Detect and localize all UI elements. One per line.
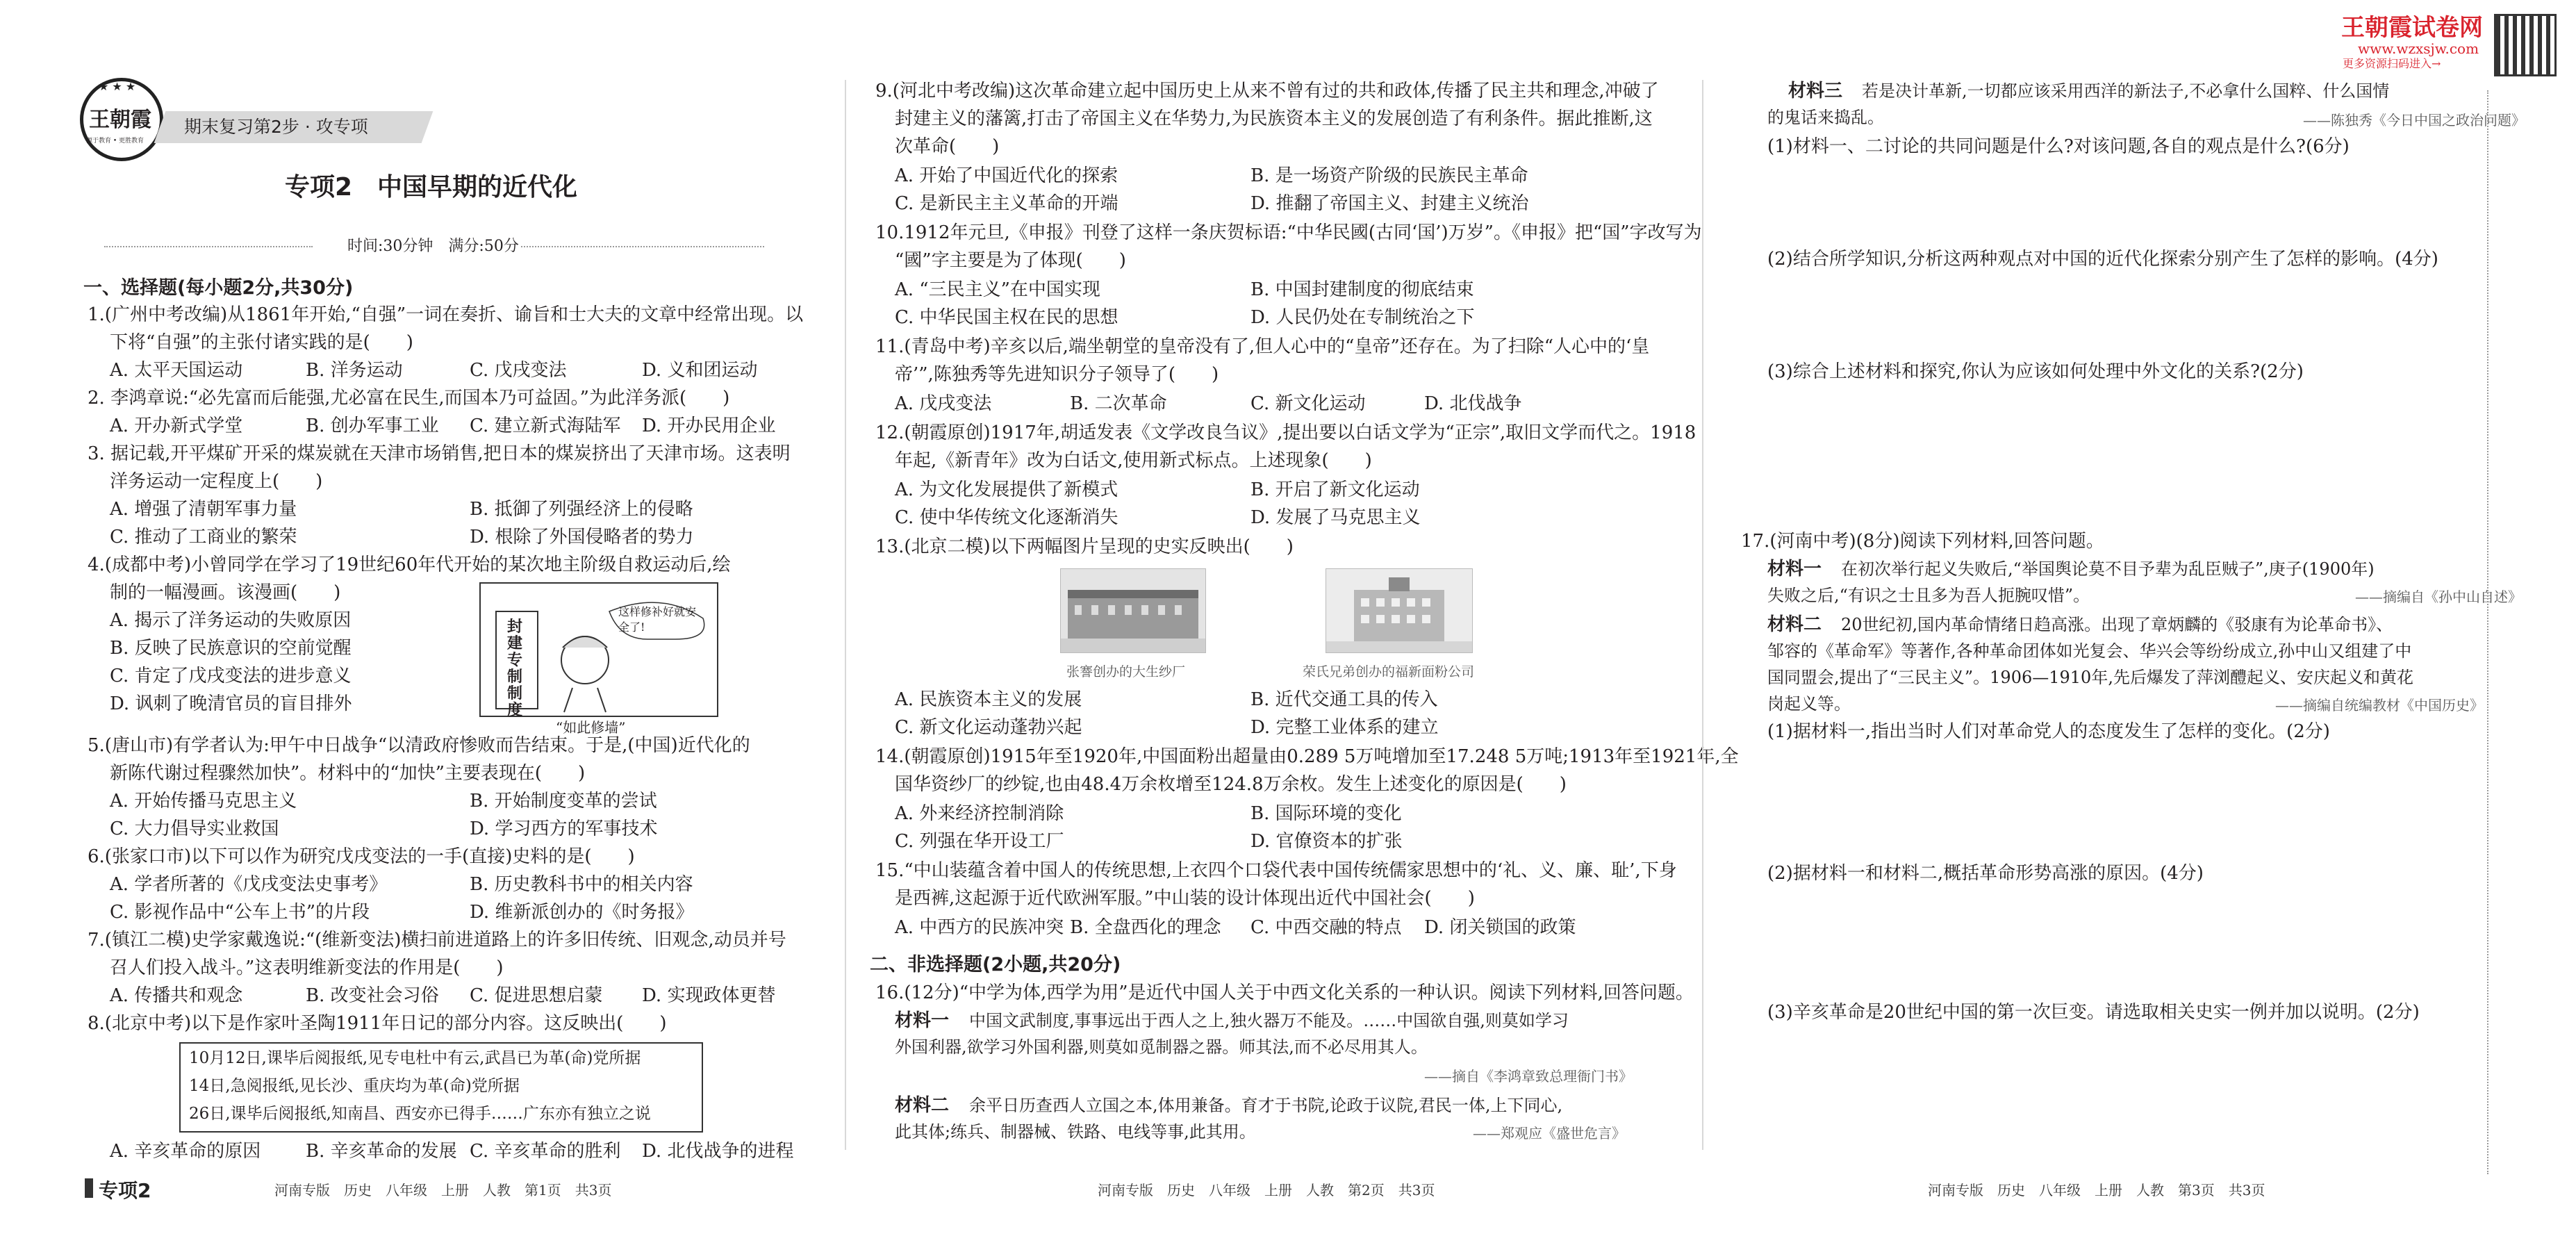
q17-material1-source: ——摘编自《孙中山自述》 [2355, 588, 2522, 605]
q8-option-b[interactable]: B. 辛亥革命的发展 [306, 1141, 457, 1162]
q2-option-c[interactable]: C. 建立新式海陆军 [470, 415, 621, 436]
meta-rule-right [521, 246, 764, 247]
q6-option-c[interactable]: C. 影视作品中“公车上书”的片段 [110, 902, 370, 923]
q15-line1: 15.“中山装蕴含着中国人的传统思想,上衣四个口袋代表中国传统儒家思想中的‘礼、义、廉、耻’,下身 [875, 860, 1677, 881]
q12-line1: 12.(朝霞原创)1917年,胡适发表《文学改良刍议》,提出要以白话文学为“正宗”,取旧文学而代之。1918 [875, 422, 1696, 443]
q16-material3-line2: 的鬼话来捣乱。 [1767, 108, 1884, 127]
q8-line1: 8.(北京中考)以下是作家叶圣陶1911年日记的部分内容。这反映出( ) [88, 1013, 667, 1034]
q15-option-d[interactable]: D. 闭关锁国的政策 [1424, 917, 1576, 938]
q17-sub3: (3)辛亥革命是20世纪中国的第一次巨变。请选取相关史实一例并加以说明。(2分) [1767, 1002, 2420, 1023]
q9-option-c[interactable]: C. 是新民主主义革命的开端 [895, 193, 1118, 214]
q5-line2: 新陈代谢过程骤然加快”。材料中的“加快”主要表现在( ) [110, 763, 586, 784]
brand-site-name: 王朝霞试卷网 [2341, 14, 2483, 42]
q12-line2: 年起,《新青年》改为白话文,使用新式标点。上述现象( ) [895, 450, 1372, 471]
q16-material2-label: 材料二 [895, 1095, 950, 1116]
q5-option-d[interactable]: D. 学习西方的军事技术 [470, 818, 658, 839]
q16-sub1: (1)材料一、二讨论的共同问题是什么?对该问题,各自的观点是什么?(6分) [1767, 136, 2350, 157]
q7-option-b[interactable]: B. 改变社会习俗 [306, 985, 439, 1006]
q17-material2-label: 材料二 [1767, 614, 1822, 635]
logo-text: 王朝霞 [89, 108, 151, 132]
q14-line1: 14.(朝霞原创)1915年至1920年,中国面粉出超量由0.289 5万吨增加至17.248 5万吨;1913年至1921年,全 [875, 746, 1739, 767]
q1-option-d[interactable]: D. 义和团运动 [642, 360, 758, 381]
q17-material2-line4: 岗起义等。 [1767, 694, 1851, 714]
q2-option-a[interactable]: A. 开办新式学堂 [110, 415, 243, 436]
q7-line1: 7.(镇江二模)史学家戴逸说:“(维新变法)横扫前进道路上的许多旧传统、旧观念,动员并号 [88, 930, 786, 950]
q17-material2-line1: 20世纪初,国内革命情绪日趋高涨。出现了章炳麟的《驳康有为论革命书》、 [1841, 615, 2393, 634]
q16-material2-line2: 此其体;练兵、制器械、铁路、电线等事,此其用。 [895, 1122, 1256, 1142]
q3-option-b[interactable]: B. 抵御了列强经济上的侵略 [470, 499, 693, 520]
q17-material1-label: 材料一 [1767, 559, 1822, 579]
q10-option-c[interactable]: C. 中华民国主权在民的思想 [895, 307, 1118, 328]
q16-material1-line1: 中国文武制度,事事远出于西人之上,独火器万不能及。……中国欲自强,则莫如学习 [969, 1011, 1569, 1030]
footer-page3: 河南专版 历史 八年级 上册 人教 第3页 共3页 [1928, 1182, 2265, 1199]
logo-stars: ★ ★ ★ [99, 80, 136, 93]
binding-line [2487, 90, 2488, 1174]
q16-material3-label: 材料三 [1788, 81, 1843, 101]
q10-option-a[interactable]: A. “三民主义”在中国实现 [895, 279, 1100, 300]
footer-tag: 专项2 [99, 1179, 151, 1202]
q8-option-a[interactable]: A. 辛亥革命的原因 [110, 1141, 261, 1162]
q13-line1: 13.(北京二模)以下两幅图片呈现的史实反映出( ) [875, 536, 1294, 557]
q12-option-a[interactable]: A. 为文化发展提供了新模式 [895, 479, 1118, 500]
q16-material2-line1: 余平日历查西人立国之本,体用兼备。育才于书院,论政于议院,君民一体,上下同心, [969, 1096, 1563, 1115]
time-score: 时间:30分钟 满分:50分 [347, 238, 519, 255]
footer-tag-bar [85, 1178, 93, 1198]
cartoon-speech-bubble: 这样修补好就安全了! [618, 605, 697, 634]
q16-material1-line2: 外国利器,欲学习外国利器,则莫如觅制器之器。师其法,而不必尽用其人。 [895, 1037, 1428, 1057]
q2-option-b[interactable]: B. 创办军事工业 [306, 415, 439, 436]
q9-option-a[interactable]: A. 开始了中国近代化的探索 [895, 165, 1118, 186]
q7-option-d[interactable]: D. 实现政体更替 [642, 985, 776, 1006]
q11-line2: 帝’”,陈独秀等先进知识分子领导了( ) [895, 364, 1219, 385]
q4-line2: 制的一幅漫画。该漫画( ) [110, 582, 341, 603]
cartoon-board-label: 封建专制制度 [507, 618, 523, 719]
q6-option-d[interactable]: D. 维新派创办的《时务报》 [470, 902, 694, 923]
footer-page1: 河南专版 历史 八年级 上册 人教 第1页 共3页 [274, 1182, 612, 1199]
q10-line1: 10.1912年元旦,《申报》刊登了这样一条庆贺标语:“中华民國(古同‘国’)万岁”。《申报》把“国”字改写为 [875, 222, 1702, 243]
q9-line1: 9.(河北中考改编)这次革命建立起中国历史上从来不曾有过的共和政体,传播了民主共和理念,冲破了 [875, 81, 1659, 101]
q3-option-c[interactable]: C. 推动了工商业的繁荣 [110, 527, 297, 548]
q13-caption-2: 荣氏兄弟创办的福新面粉公司 [1303, 664, 1475, 680]
footer-page2: 河南专版 历史 八年级 上册 人教 第2页 共3页 [1098, 1182, 1435, 1199]
q5-option-a[interactable]: A. 开始传播马克思主义 [110, 791, 297, 812]
q17-material1-line2: 失败之后,“有识之士且多为吾人扼腕叹惜”。 [1767, 586, 2090, 605]
q10-line2: “國”字主要是为了体现( ) [895, 250, 1126, 271]
q17-sub2: (2)据材料一和材料二,概括革命形势高涨的原因。(4分) [1767, 863, 2204, 884]
q16-material3-line1: 若是决计革新,一切都应该采用西洋的新法子,不必拿什么国粹、什么国情 [1862, 81, 2390, 101]
step-banner-text: 期末复习第2步 · 攻专项 [184, 117, 368, 137]
page-column-3 [1716, 0, 2576, 1243]
q14-option-a[interactable]: A. 外来经济控制消除 [895, 803, 1064, 824]
q4-cartoon [479, 582, 718, 717]
qr-code[interactable] [2494, 14, 2557, 76]
q9-line2: 封建主义的藩篱,打击了帝国主义在华势力,为民族资本主义的发展创造了有利条件。据此推断,这 [895, 108, 1653, 129]
column-divider-2 [1702, 80, 1703, 1150]
q13-option-c[interactable]: C. 新文化运动蓬勃兴起 [895, 717, 1082, 738]
q6-line1: 6.(张家口市)以下可以作为研究戊戌变法的一手(直接)史料的是( ) [88, 846, 635, 867]
q8-diary-line1: 10月12日,课毕后阅报纸,见专电杜中有云,武昌已为革(命)党所据 [189, 1049, 641, 1067]
q13-option-d[interactable]: D. 完整工业体系的建立 [1250, 717, 1439, 738]
q5-option-b[interactable]: B. 开始制度变革的尝试 [470, 791, 657, 812]
q9-option-d[interactable]: D. 推翻了帝国主义、封建主义统治 [1250, 193, 1529, 214]
page-column-1 [0, 0, 834, 1243]
brand-url: www.wzxsjw.com [2358, 40, 2479, 57]
q16-sub3: (3)综合上述材料和探究,你认为应该如何处理中外文化的关系?(2分) [1767, 361, 2304, 382]
q2-option-d[interactable]: D. 开办民用企业 [642, 415, 776, 436]
q5-line1: 5.(唐山市)有学者认为:甲午中日战争“以清政府惨败而告结束。于是,(中国)近代化的 [88, 735, 750, 756]
q4-option-a[interactable]: A. 揭示了洋务运动的失败原因 [110, 610, 352, 631]
q16-material3-source: ——陈独秀《今日中国之政治问题》 [2303, 112, 2525, 129]
q1-option-b[interactable]: B. 洋务运动 [306, 360, 403, 381]
q13-option-b[interactable]: B. 近代交通工具的传入 [1250, 689, 1438, 710]
q17-material2-line2: 邹容的《革命军》等著作,各种革命团体如光复会、华兴会等纷纷成立,孙中山又组建了中 [1767, 641, 2412, 661]
q13-photo-factory [1060, 568, 1206, 653]
q3-option-a[interactable]: A. 增强了清朝军事力量 [110, 499, 297, 520]
q16-material1-source: ——摘自《李鸿章致总理衙门书》 [1424, 1068, 1633, 1085]
q4-option-c[interactable]: C. 肯定了戊戌变法的进步意义 [110, 666, 352, 686]
logo-badge [80, 78, 163, 161]
q14-option-d[interactable]: D. 官僚资本的扩张 [1250, 831, 1403, 852]
q1-line1: 1.(广州中考改编)从1861年开始,“自强”一词在奏折、谕旨和士大夫的文章中经常出现。以 [88, 304, 804, 325]
q3-line2: 洋务运动一定程度上( ) [110, 471, 323, 492]
q7-line2: 召人们投入战斗。”这表明维新变法的作用是( ) [110, 957, 504, 978]
q15-option-b[interactable]: B. 全盘西化的理念 [1070, 917, 1221, 938]
cartoon-caption: “如此修墙” [556, 719, 626, 736]
section1-heading: 一、选择题(每小题2分,共30分) [83, 277, 354, 299]
q8-option-d[interactable]: D. 北伐战争的进程 [642, 1141, 794, 1162]
q1-option-a[interactable]: A. 太平天国运动 [110, 360, 243, 381]
q10-option-d[interactable]: D. 人民仍处在专制统治之下 [1250, 307, 1475, 328]
q8-option-c[interactable]: C. 辛亥革命的胜利 [470, 1141, 621, 1162]
q11-option-b[interactable]: B. 二次革命 [1070, 393, 1167, 414]
q2-line1: 2. 李鸿章说:“必先富而后能强,尤必富在民生,而国本乃可益固。”为此洋务派( ) [88, 388, 730, 409]
q9-line3: 次革命( ) [895, 136, 1000, 157]
q16-sub2: (2)结合所学知识,分析这两种观点对中国的近代化探索分别产生了怎样的影响。(4分) [1767, 249, 2438, 270]
q11-line1: 11.(青岛中考)辛亥以后,端坐朝堂的皇帝没有了,但人心中的“皇帝”还存在。为了扫除“人心中的‘皇 [875, 336, 1650, 357]
column-divider-1 [845, 80, 846, 1150]
q8-diary-line3: 26日,课毕后阅报纸,知南昌、西安亦已得手……广东亦有独立之说 [189, 1105, 651, 1123]
q17-material1-line1: 在初次举行起义失败后,“举国舆论莫不目予辈为乱臣贼子”,庚子(1900年) [1841, 559, 2375, 579]
page-title: 专项2 中国早期的近代化 [285, 173, 578, 201]
q14-option-c[interactable]: C. 列强在华开设工厂 [895, 831, 1064, 852]
meta-rule-left [104, 246, 313, 247]
q11-option-c[interactable]: C. 新文化运动 [1250, 393, 1366, 414]
mill-building-icon [1326, 569, 1472, 652]
q4-option-b[interactable]: B. 反映了民族意识的空前觉醒 [110, 638, 352, 659]
q13-caption-1: 张謇创办的大生纱厂 [1066, 664, 1186, 680]
q11-option-d[interactable]: D. 北伐战争 [1424, 393, 1522, 414]
q15-option-a[interactable]: A. 中西方的民族冲突 [895, 917, 1064, 938]
page-column-2 [854, 0, 1739, 1243]
q11-option-a[interactable]: A. 戊戌变法 [895, 393, 992, 414]
q12-option-c[interactable]: C. 使中华传统文化逐渐消失 [895, 507, 1118, 528]
q14-line2: 国华资纱厂的纱锭,也由48.4万余枚增至124.8万余枚。发生上述变化的原因是( ) [895, 774, 1567, 795]
q3-line1: 3. 据记载,开平煤矿开采的煤炭就在天津市场销售,把日本的煤炭挤出了天津市场。这表明 [88, 443, 791, 464]
q5-option-c[interactable]: C. 大力倡导实业救国 [110, 818, 279, 839]
q1-line2: 下将“自强”的主张付诸实践的是( ) [110, 332, 413, 353]
q6-option-a[interactable]: A. 学者所著的《戊戌变法史事考》 [110, 874, 388, 895]
q4-line1: 4.(成都中考)小曾同学在学习了19世纪60年代开始的某次地主阶级自救运动后,绘 [88, 554, 731, 575]
q13-option-a[interactable]: A. 民族资本主义的发展 [895, 689, 1082, 710]
q8-diary-line2: 14日,急阅报纸,见长沙、重庆均为革(命)党所据 [189, 1077, 520, 1095]
q12-option-b[interactable]: B. 开启了新文化运动 [1250, 479, 1420, 500]
q17-material2-line3: 国同盟会,提出了“三民主义”。1906—1910年,先后爆发了萍浏醴起义、安庆起义和黄花 [1767, 668, 2413, 687]
q7-option-a[interactable]: A. 传播共和观念 [110, 985, 243, 1006]
q14-option-b[interactable]: B. 国际环境的变化 [1250, 803, 1402, 824]
logo-sub: 源于教育 • 更胜教育 [86, 138, 145, 145]
q1-option-c[interactable]: C. 戊戌变法 [470, 360, 567, 381]
q15-option-c[interactable]: C. 中西交融的特点 [1250, 917, 1402, 938]
q17-sub1: (1)据材料一,指出当时人们对革命党人的态度发生了怎样的变化。(2分) [1767, 721, 2330, 742]
q16-material1-label: 材料一 [895, 1010, 950, 1031]
q10-option-b[interactable]: B. 中国封建制度的彻底结束 [1250, 279, 1474, 300]
q12-option-d[interactable]: D. 发展了马克思主义 [1250, 507, 1421, 528]
section2-heading: 二、非选择题(2小题,共20分) [870, 954, 1121, 976]
q13-photo-flour-mill [1326, 568, 1473, 653]
q17-material2-source: ——摘编自统编教材《中国历史》 [2275, 697, 2484, 714]
q17-intro: 17.(河南中考)(8分)阅读下列材料,回答问题。 [1741, 531, 2104, 552]
q15-line2: 是西裤,这起源于近代欧洲军服。”中山装的设计体现出近代中国社会( ) [895, 888, 1475, 909]
q3-option-d[interactable]: D. 根除了外国侵略者的势力 [470, 527, 694, 548]
q16-intro: 16.(12分)“中学为体,西学为用”是近代中国人关于中西文化关系的一种认识。阅读下列材料,回答问题。 [875, 982, 1694, 1003]
q6-option-b[interactable]: B. 历史教科书中的相关内容 [470, 874, 693, 895]
q16-material2-source: ——郑观应《盛世危言》 [1473, 1125, 1626, 1142]
q9-option-b[interactable]: B. 是一场资产阶级的民族民主革命 [1250, 165, 1528, 186]
factory-building-icon [1061, 569, 1205, 652]
brand-tip: 更多资源扫码进入→ [2343, 57, 2441, 70]
q4-option-d[interactable]: D. 讽刺了晚清官员的盲目排外 [110, 693, 352, 714]
q7-option-c[interactable]: C. 促进思想启蒙 [470, 985, 603, 1006]
